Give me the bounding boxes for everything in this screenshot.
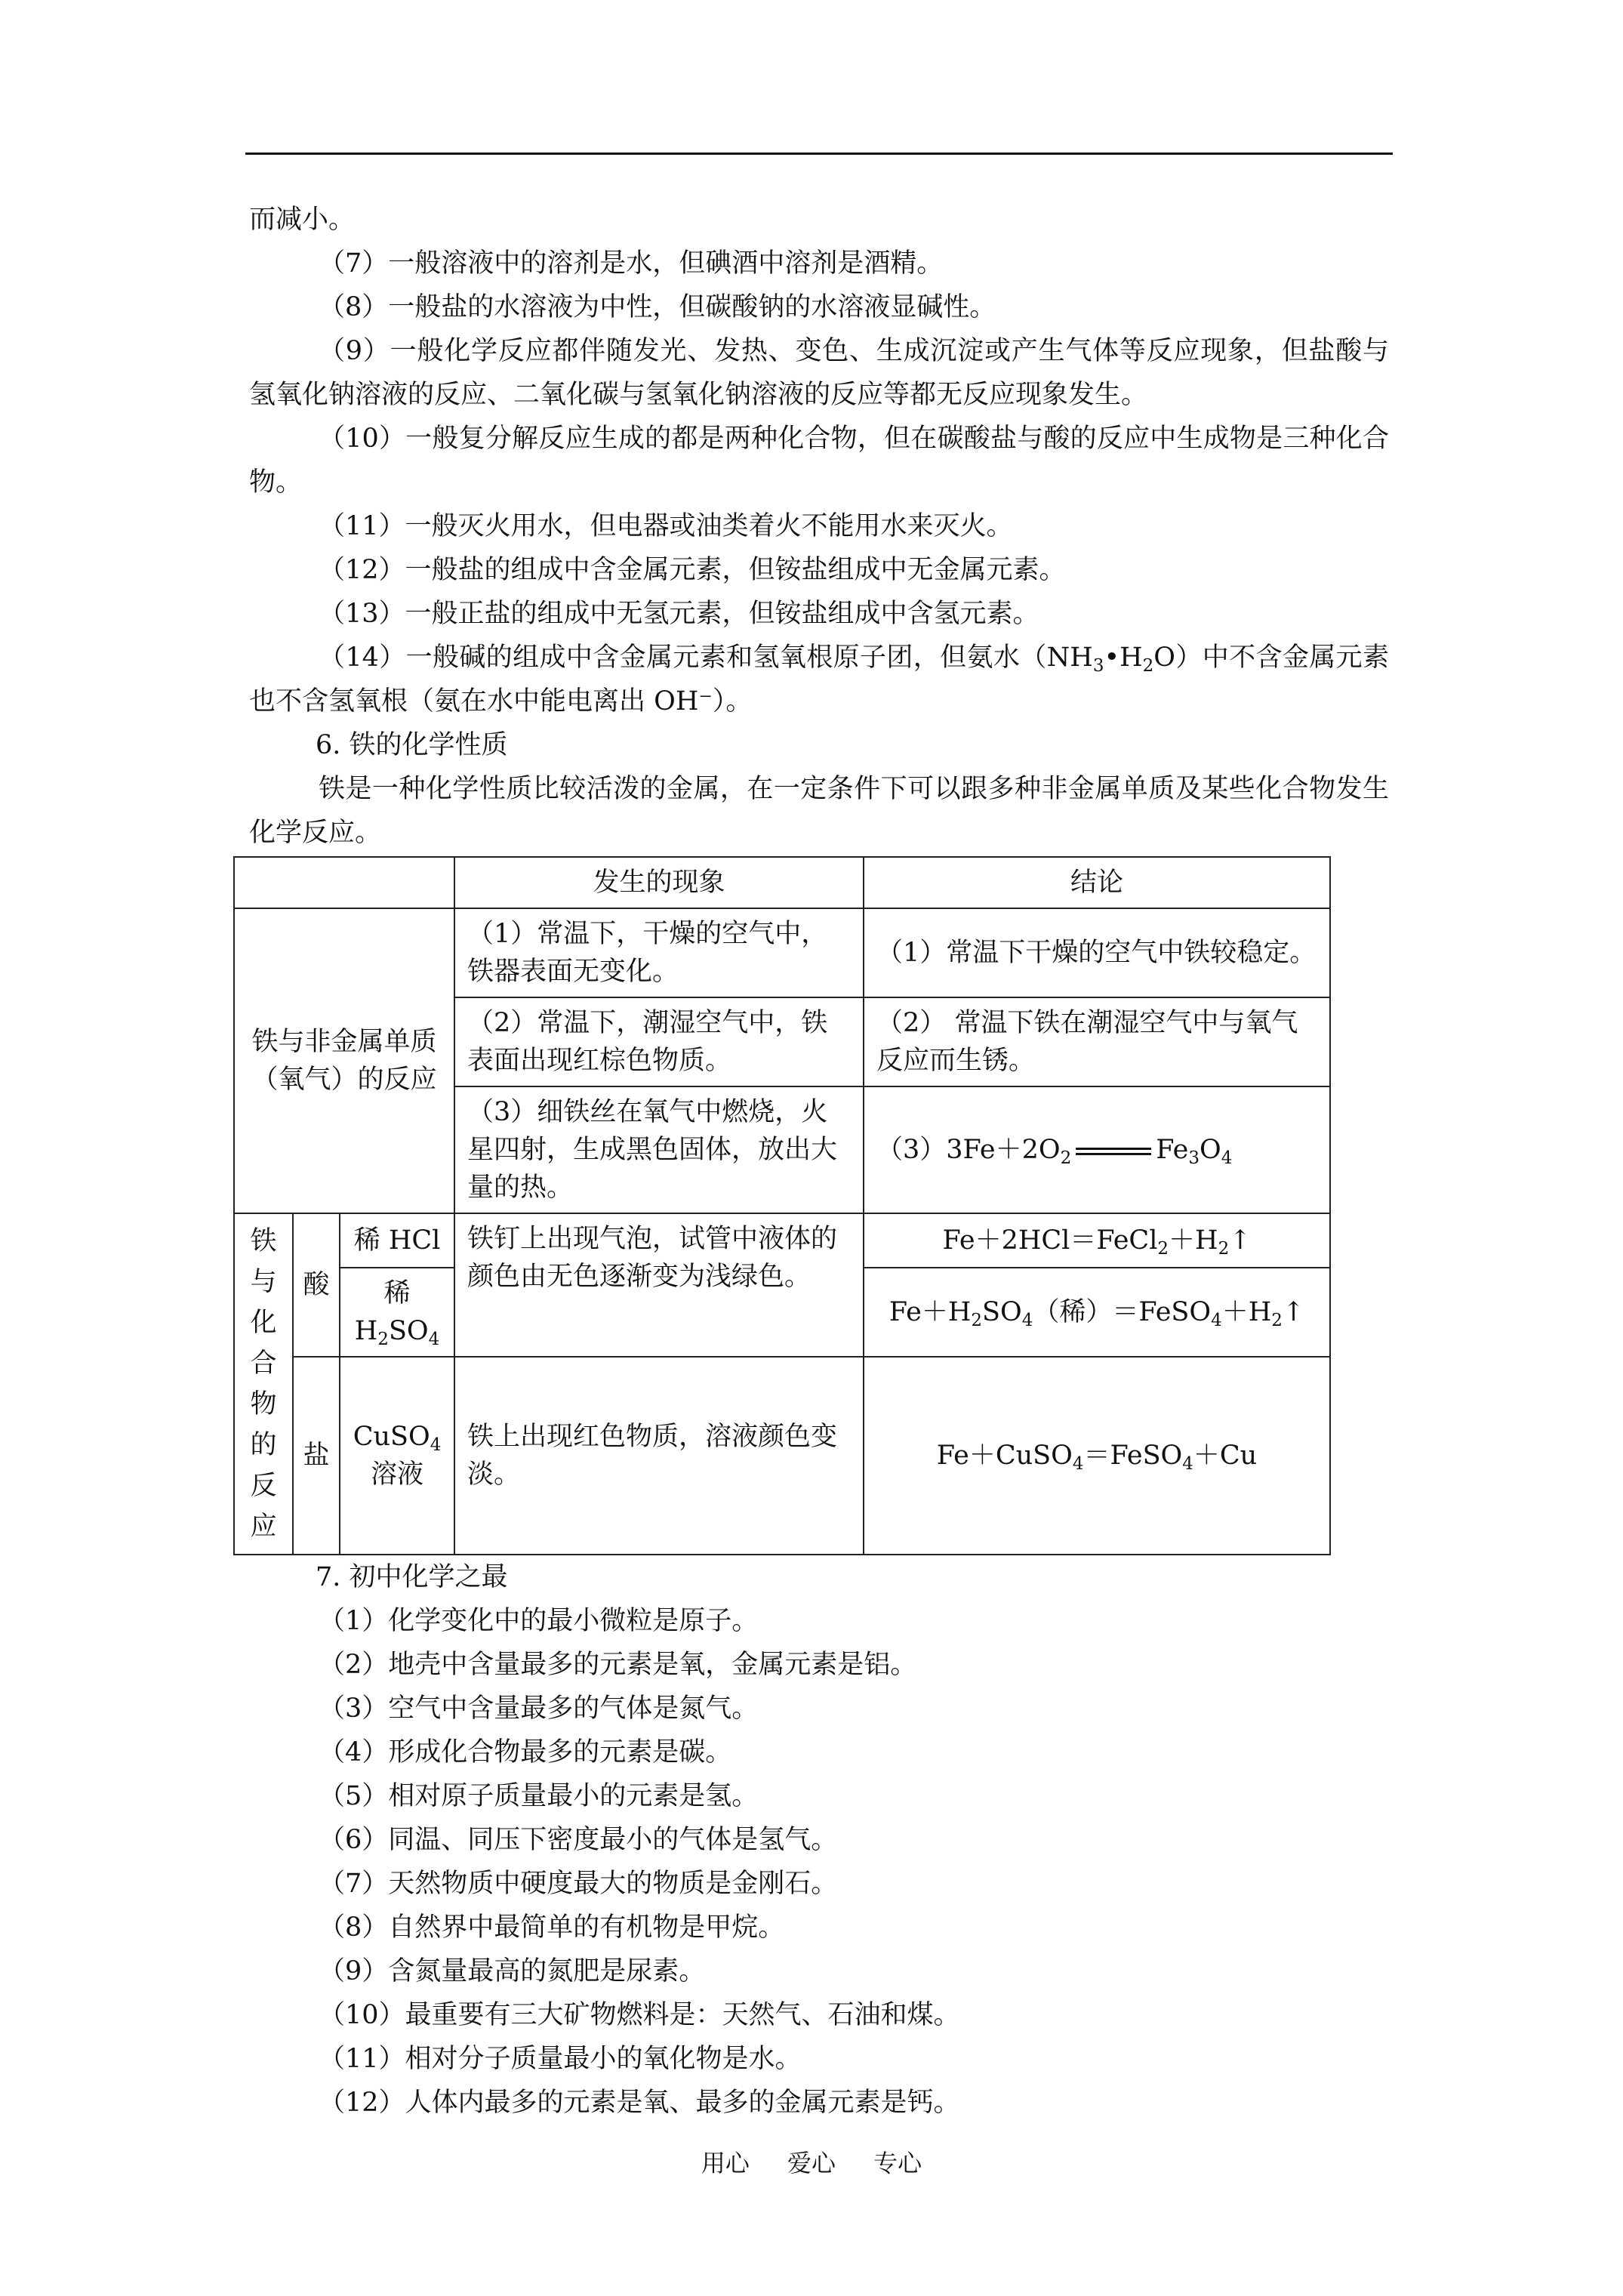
header-rule (245, 153, 1393, 155)
exception-item: （8）一般盐的水溶液为中性，但碳酸钠的水溶液显碱性。 (319, 292, 996, 322)
equation-h2so4 (864, 1268, 1330, 1357)
reagent-line: SO (388, 1316, 429, 1346)
subscript: 2 (1157, 1239, 1169, 1259)
equation-part: Fe＋CuSO (936, 1441, 1073, 1471)
vertical-char: 与 (250, 1267, 277, 1297)
conclusion-cell (864, 1086, 1330, 1213)
header-phenomenon: 发生的现象 (454, 857, 864, 908)
gas-arrow: ↑ (1229, 1225, 1252, 1256)
section-7-title: 7. 初中化学之最 (316, 1562, 508, 1592)
equation-part: （稀）＝FeSO (1033, 1297, 1212, 1327)
subscript: 4 (1182, 1454, 1193, 1474)
subscript: 4 (430, 1435, 442, 1455)
exception-item-14 (249, 636, 1389, 723)
superlative-item: （2）地壳中含量最多的元素是氧，金属元素是铝。 (319, 1650, 917, 1680)
equation-part: （3）3Fe＋2O (876, 1135, 1061, 1165)
equation-part: Fe＋H (888, 1297, 972, 1327)
exception-item: （9）一般化学反应都伴随发光、发热、变色、生成沉淀或产生气体等反应现象，但盐酸与氢氧化钠溶液的反应、二氧化碳与氢氧化钠溶液的反应等都无反应现象发生。 (249, 336, 1389, 410)
vertical-char: 的 (250, 1430, 277, 1460)
equals-sign (1076, 1148, 1151, 1155)
reagent-hcl: 稀 HCl (340, 1213, 454, 1268)
superlative-item: （12）人体内最多的元素是氧、最多的金属元素是钙。 (319, 2088, 960, 2118)
equation-part: Fe＋2HCl＝FeCl (942, 1225, 1158, 1256)
superlative-item: （4）形成化合物最多的元素是碳。 (319, 1737, 732, 1767)
exception-item: （11）一般灭火用水，但电器或油类着火不能用水来灭火。 (319, 511, 1013, 541)
salt-phenomenon: 铁上出现红色物质，溶液颜色变淡。 (454, 1357, 864, 1555)
acid-phenomenon: 铁钉上出现气泡，试管中液体的颜色由无色逐渐变为浅绿色。 (454, 1213, 864, 1357)
table-row (234, 1213, 1330, 1268)
equation-part: ＝FeSO (1083, 1441, 1183, 1471)
equation-cuso4 (864, 1357, 1330, 1555)
superlative-item: （3）空气中含量最多的气体是氮气。 (319, 1693, 759, 1724)
reagent-line: CuSO (353, 1422, 430, 1452)
section-6-intro: 铁是一种化学性质比较活泼的金属，在一定条件下可以跟多种非金属单质及某些化合物发生化学反应。 (249, 774, 1389, 848)
exception14-text-c: O）中不含金属元素也不含氢氧根（氨在水中能电离出 OH⁻）。 (249, 643, 1389, 717)
exception-item: （12）一般盐的组成中含金属元素，但铵盐组成中无金属元素。 (319, 555, 1066, 585)
vertical-char: 铁 (250, 1226, 277, 1256)
subscript: 2 (1271, 1311, 1283, 1330)
superlative-item: （11）相对分子质量最小的氧化物是水。 (319, 2044, 802, 2074)
phenomenon-cell: （3）细铁丝在氧气中燃烧，火星四射，生成黑色固体，放出大量的热。 (454, 1086, 864, 1213)
conclusion-cell: （1）常温下干燥的空气中铁较稳定。 (864, 908, 1330, 997)
equation-part: O (1199, 1135, 1221, 1165)
page-content (249, 198, 1389, 2125)
vertical-char: 应 (250, 1512, 277, 1542)
page-footer: 用心 爱心 专心 (701, 2149, 922, 2177)
subscript: 4 (1211, 1311, 1222, 1330)
equation-part: SO (982, 1297, 1022, 1327)
superlative-item: （5）相对原子质量最小的元素是氢。 (319, 1781, 759, 1811)
subscript: 2 (1218, 1239, 1230, 1259)
subscript: 3 (1092, 656, 1104, 676)
phenomenon-cell: （2）常温下，潮湿空气中，铁表面出现红棕色物质。 (454, 997, 864, 1086)
reagent-cuso4 (340, 1357, 454, 1555)
exception14-text-a: （14）一般碱的组成中含金属元素和氢氧根原子团，但氨水（NH (319, 643, 1093, 673)
vertical-char: 物 (250, 1389, 277, 1419)
reagent-line: 溶液 (371, 1459, 424, 1490)
subscript: 3 (1188, 1148, 1200, 1168)
vertical-char: 化 (250, 1308, 277, 1338)
superlative-item: （1）化学变化中的最小微粒是原子。 (319, 1606, 759, 1636)
equation-part: Fe (1156, 1135, 1189, 1165)
section-6-title: 6. 铁的化学性质 (316, 730, 508, 760)
iron-reaction-table (233, 856, 1331, 1555)
header-conclusion: 结论 (864, 857, 1330, 908)
group-oxygen-label: 铁与非金属单质（氧气）的反应 (234, 908, 454, 1213)
gas-arrow: ↑ (1282, 1297, 1305, 1327)
phenomenon-cell: （1）常温下，干燥的空气中，铁器表面无变化。 (454, 908, 864, 997)
subscript: 2 (1060, 1148, 1072, 1168)
superlative-item: （10）最重要有三大矿物燃料是：天然气、石油和煤。 (319, 2000, 960, 2030)
table-row (234, 1357, 1330, 1555)
group-compound-label (234, 1213, 293, 1555)
subscript: 4 (1072, 1454, 1084, 1474)
equation-hcl (864, 1213, 1330, 1268)
superlative-item: （9）含氮量最高的氮肥是尿素。 (319, 1956, 706, 1986)
subscript: 2 (971, 1311, 983, 1330)
superlative-item: （7）天然物质中硬度最大的物质是金刚石。 (319, 1869, 838, 1899)
table-row (234, 908, 1330, 997)
reagent-h2so4 (340, 1268, 454, 1357)
subscript: 2 (1142, 656, 1154, 676)
conclusion-cell: （2） 常温下铁在潮湿空气中与氧气反应而生锈。 (864, 997, 1330, 1086)
subscript: 4 (1221, 1148, 1233, 1168)
subscript: 4 (1021, 1311, 1033, 1330)
table-header-row (234, 857, 1330, 908)
table-corner-cell (234, 857, 454, 908)
salt-label: 盐 (293, 1357, 340, 1555)
superlative-item: （8）自然界中最简单的有机物是甲烷。 (319, 1912, 785, 1943)
reagent-line: 稀 (383, 1278, 411, 1308)
superlative-item: （6）同温、同压下密度最小的气体是氢气。 (319, 1825, 838, 1855)
exception-item: （7）一般溶液中的溶剂是水，但碘酒中溶剂是酒精。 (319, 248, 944, 279)
exception-item: （10）一般复分解反应生成的都是两种化合物，但在碳酸盐与酸的反应中生成物是三种化合物。 (249, 424, 1389, 498)
acid-label: 酸 (293, 1213, 340, 1357)
equation-part: ＋Cu (1193, 1441, 1258, 1471)
equation-part: ＋H (1169, 1225, 1218, 1256)
vertical-char: 反 (250, 1471, 277, 1501)
reagent-line: H (354, 1316, 378, 1346)
vertical-char: 合 (250, 1348, 277, 1379)
exception-item: （13）一般正盐的组成中无氢元素，但铵盐组成中含氢元素。 (319, 599, 1039, 629)
subscript: 4 (428, 1330, 440, 1349)
intro-tail: 而减小。 (249, 205, 356, 235)
subscript: 2 (377, 1330, 389, 1349)
exception14-text-b: •H (1104, 643, 1143, 673)
equation-part: ＋H (1221, 1297, 1272, 1327)
